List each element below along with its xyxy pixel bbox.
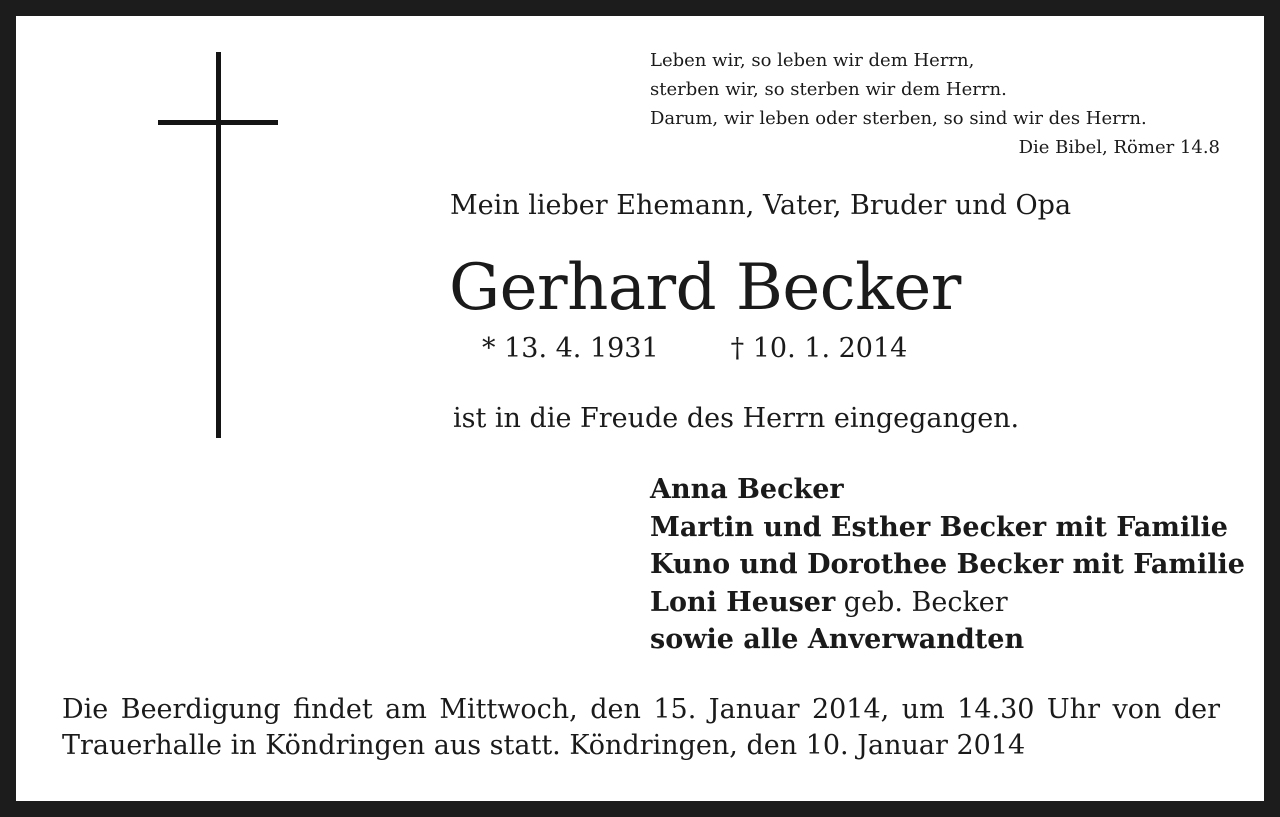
mourner-maiden-name: geb. Becker xyxy=(835,586,1008,618)
passed-away-text: ist in die Freude des Herrn eingegangen. xyxy=(453,403,1020,434)
deceased-name: Gerhard Becker xyxy=(449,251,961,325)
mourner-line xyxy=(650,584,1245,622)
life-dates xyxy=(482,331,907,367)
verse-line: Darum, wir leben oder sterben, so sind wir des Herrn. xyxy=(650,108,1147,129)
funeral-details: Die Beerdigung findet am Mittwoch, den 15. Januar 2014, um 14.30 Uhr von der Trauerhalle in Köndringen aus statt. Köndringen, den 10. Januar 2014 xyxy=(62,694,1220,761)
verse-line: Leben wir, so leben wir dem Herrn, xyxy=(650,50,975,71)
verse-source: Die Bibel, Römer 14.8 xyxy=(1018,137,1220,158)
cross-vertical-bar xyxy=(216,52,221,438)
death-date: † 10. 1. 2014 xyxy=(730,333,908,364)
mourner-line: Kuno und Dorothee Becker mit Familie xyxy=(650,549,1245,580)
mourner-line: sowie alle Anverwandten xyxy=(650,624,1025,655)
mourner-line: Anna Becker xyxy=(650,474,844,505)
cross-horizontal-bar xyxy=(158,120,278,125)
mourner-name: Loni Heuser xyxy=(650,586,836,618)
verse-line: sterben wir, so sterben wir dem Herrn. xyxy=(650,79,1007,100)
bible-verse xyxy=(650,46,1220,162)
intro-text: Mein lieber Ehemann, Vater, Bruder und Opa xyxy=(450,190,1072,221)
mourner-line: Martin und Esther Becker mit Familie xyxy=(650,511,1228,543)
birth-date: * 13. 4. 1931 xyxy=(482,333,659,364)
mourners-list xyxy=(650,471,1245,659)
